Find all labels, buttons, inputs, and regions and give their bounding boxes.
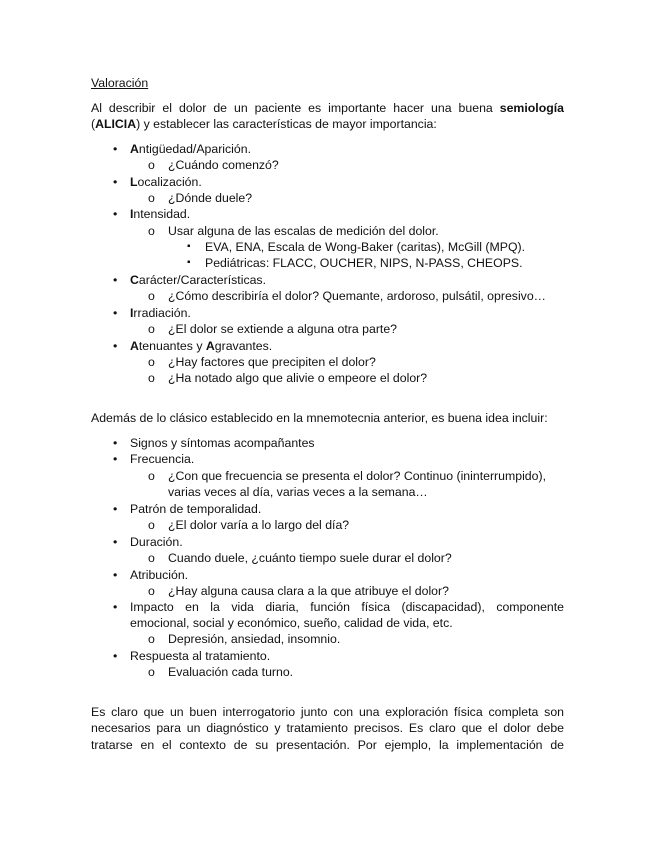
bullet-circle: o: [148, 322, 155, 336]
bullet-circle: o: [148, 518, 155, 532]
bullet-disc: •: [113, 436, 118, 450]
bullet-circle: o: [148, 371, 155, 385]
alicia-item: Irradiación.: [130, 306, 191, 320]
additional-item: Frecuencia.: [130, 452, 195, 466]
bullet-square: ▪: [187, 241, 191, 252]
bullet-disc: •: [113, 175, 118, 189]
alicia-item: Carácter/Características.: [130, 273, 266, 287]
additional-subitem: Evaluación cada turno.: [168, 665, 294, 679]
bullet-disc: •: [113, 273, 118, 287]
bullet-circle: o: [148, 224, 155, 238]
alicia-subitem: ¿El dolor se extiende a alguna otra parte?: [168, 322, 398, 336]
bullet-circle: o: [148, 469, 155, 483]
additional-item: Signos y síntomas acompañantes: [130, 436, 315, 450]
additional-subitem: ¿Hay alguna causa clara a la que atribuye el dolor?: [168, 584, 449, 598]
bullet-disc: •: [113, 649, 118, 663]
closing-line: Es claro que un buen interrogatorio junto con una exploración física completa son: [91, 705, 564, 719]
additional-subitem: Cuando duele, ¿cuánto tiempo suele durar el dolor?: [168, 551, 452, 565]
closing-line: necesarios para un diagnóstico y tratamiento precisos. Es claro que el dolor debe: [91, 721, 564, 735]
alicia-subsubitem: EVA, ENA, Escala de Wong-Baker (caritas), McGill (MPQ).: [205, 240, 526, 254]
bullet-circle: o: [148, 584, 155, 598]
additional-intro: Además de lo clásico establecido en la mnemotecnia anterior, es buena idea incluir:: [91, 411, 548, 425]
alicia-subsubitem: Pediátricas: FLACC, OUCHER, NIPS, N-PASS, CHEOPS.: [205, 256, 523, 270]
alicia-subitem: ¿Hay factores que precipiten el dolor?: [168, 355, 376, 369]
alicia-item: Intensidad.: [130, 207, 191, 221]
bullet-circle: o: [148, 191, 155, 205]
alicia-subitem: Usar alguna de las escalas de medición del dolor.: [168, 224, 439, 238]
additional-item: Atribución.: [130, 568, 189, 582]
additional-subitem: Depresión, ansiedad, insomnio.: [168, 632, 341, 646]
bullet-circle: o: [148, 632, 155, 646]
section-heading: Valoración: [91, 76, 149, 90]
bullet-disc: •: [113, 207, 118, 221]
additional-item: Duración.: [130, 535, 183, 549]
alicia-subitem: ¿Cuándo comenzó?: [168, 158, 279, 172]
closing-line: tratarse en el contexto de su presentación. Por ejemplo, la implementación de: [91, 738, 564, 752]
bullet-disc: •: [113, 568, 118, 582]
alicia-subitem: ¿Ha notado algo que alivie o empeore el dolor?: [168, 371, 428, 385]
alicia-item: Localización.: [130, 175, 202, 189]
alicia-item: Atenuantes y Agravantes.: [130, 339, 273, 353]
intro-line-2: (ALICIA) y establecer las características de mayor importancia:: [91, 117, 437, 131]
bullet-circle: o: [148, 665, 155, 679]
bullet-circle: o: [148, 158, 155, 172]
additional-item: Impacto en la vida diaria, función física (discapacidad), componente: [130, 600, 564, 614]
bullet-circle: o: [148, 289, 155, 303]
bullet-disc: •: [113, 339, 118, 353]
alicia-subitem: ¿Dónde duele?: [168, 191, 253, 205]
alicia-subitem: ¿Cómo describiría el dolor? Quemante, ardoroso, pulsátil, opresivo…: [168, 289, 546, 303]
bullet-disc: •: [113, 535, 118, 549]
additional-subitem: ¿El dolor varía a lo largo del día?: [168, 518, 350, 532]
bullet-disc: •: [113, 452, 118, 466]
bullet-disc: •: [113, 306, 118, 320]
additional-subitem: ¿Con que frecuencia se presenta el dolor? Continuo (ininterrumpido),: [168, 469, 546, 483]
additional-item: Respuesta al tratamiento.: [130, 649, 271, 663]
bullet-disc: •: [113, 502, 118, 516]
alicia-item: Antigüedad/Aparición.: [130, 142, 252, 156]
additional-subitem-cont: varias veces al día, varias veces a la semana…: [168, 485, 428, 499]
bullet-disc: •: [113, 600, 118, 614]
bullet-disc: •: [113, 142, 118, 156]
additional-item-cont: emocional, social y económico, sueño, calidad de vida, etc.: [130, 616, 453, 630]
additional-item: Patrón de temporalidad.: [130, 502, 262, 516]
bullet-circle: o: [148, 355, 155, 369]
bullet-square: ▪: [187, 257, 191, 268]
intro-line-1: Al describir el dolor de un paciente es importante hacer una buena semiología: [91, 101, 564, 115]
bullet-circle: o: [148, 551, 155, 565]
